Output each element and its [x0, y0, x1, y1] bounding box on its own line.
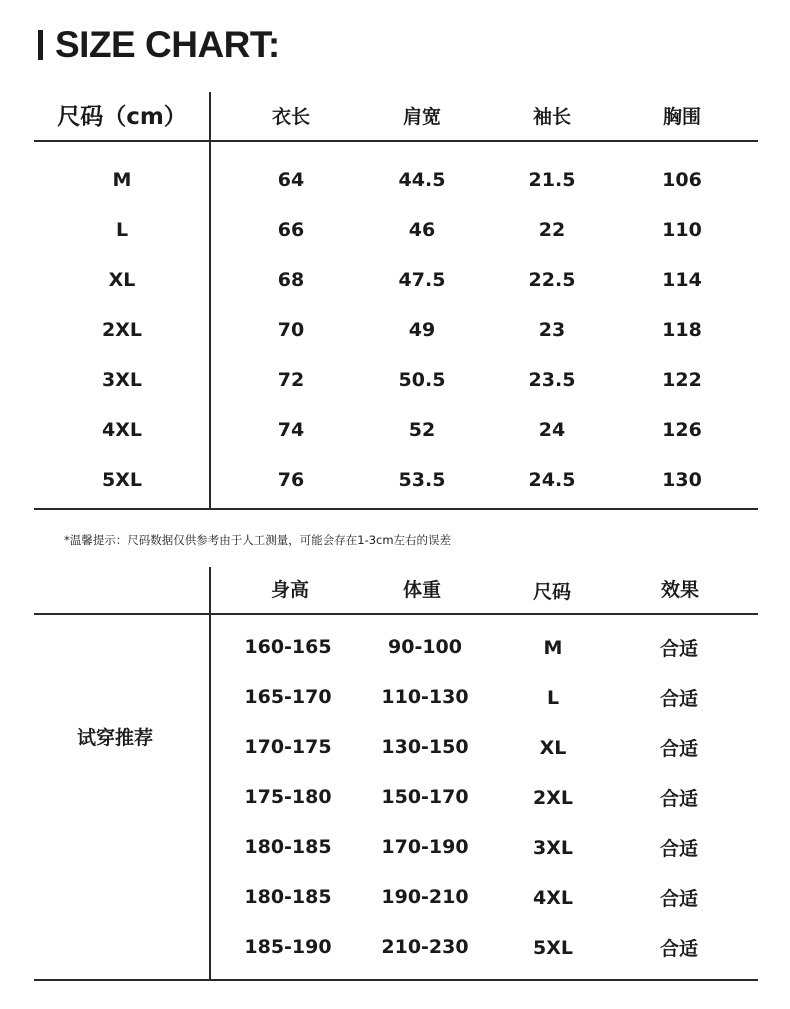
fit-table-header-height: 身高: [270, 579, 309, 601]
effect-cell: 合适: [659, 888, 698, 910]
weight-cell: 190-210: [381, 886, 469, 908]
sleeve-cell: 22: [538, 219, 566, 241]
sleeve-cell: 23: [538, 319, 566, 341]
chest-cell: 106: [662, 169, 702, 191]
size-cell: 3XL: [102, 369, 142, 391]
size-cell: 2XL: [102, 319, 142, 341]
chest-cell: 114: [662, 269, 702, 291]
size-cell: 5XL: [533, 937, 573, 959]
size-table-divider-vertical: [209, 92, 211, 509]
size-cell: XL: [108, 269, 136, 291]
height-cell: 170-175: [244, 736, 332, 758]
size-table-header-size: 尺码（cm）: [57, 104, 187, 130]
shoulder-cell: 47.5: [398, 269, 446, 291]
size-table-header-shoulder: 肩宽: [402, 106, 441, 128]
weight-cell: 210-230: [381, 936, 469, 958]
effect-cell: 合适: [659, 788, 698, 810]
size-cell: 4XL: [102, 419, 142, 441]
shoulder-cell: 49: [408, 319, 436, 341]
length-cell: 70: [277, 319, 305, 341]
weight-cell: 110-130: [381, 686, 469, 708]
chest-cell: 118: [662, 319, 702, 341]
sleeve-cell: 23.5: [528, 369, 576, 391]
shoulder-cell: 52: [408, 419, 436, 441]
height-cell: 160-165: [244, 636, 332, 658]
size-cell: 4XL: [533, 887, 573, 909]
length-cell: 64: [277, 169, 305, 191]
page-title: [38, 22, 280, 68]
size-cell: L: [546, 687, 560, 709]
length-cell: 76: [277, 469, 305, 491]
height-cell: 180-185: [244, 886, 332, 908]
size-table-header-sleeve: 袖长: [532, 106, 571, 128]
effect-cell: 合适: [659, 938, 698, 960]
effect-cell: 合适: [659, 738, 698, 760]
size-table-bottom-rule: [34, 508, 758, 510]
effect-cell: 合适: [659, 638, 698, 660]
title-bar-decoration: [38, 30, 43, 60]
shoulder-cell: 50.5: [398, 369, 446, 391]
height-cell: 175-180: [244, 786, 332, 808]
chest-cell: 122: [662, 369, 702, 391]
chest-cell: 126: [662, 419, 702, 441]
size-cell: M: [543, 637, 563, 659]
size-cell: 2XL: [533, 787, 573, 809]
length-cell: 66: [277, 219, 305, 241]
height-cell: 185-190: [244, 936, 332, 958]
size-cell: XL: [539, 737, 567, 759]
length-cell: 72: [277, 369, 305, 391]
fit-table-header-weight: 体重: [402, 579, 441, 601]
length-cell: 74: [277, 419, 305, 441]
chest-cell: 110: [662, 219, 702, 241]
height-cell: 180-185: [244, 836, 332, 858]
page-title-text: SIZE CHART:: [55, 24, 280, 65]
size-cell: 5XL: [102, 469, 142, 491]
shoulder-cell: 53.5: [398, 469, 446, 491]
fit-table-divider-vertical: [209, 567, 211, 979]
sleeve-cell: 21.5: [528, 169, 576, 191]
effect-cell: 合适: [659, 838, 698, 860]
sleeve-cell: 24: [538, 419, 566, 441]
weight-cell: 130-150: [381, 736, 469, 758]
shoulder-cell: 44.5: [398, 169, 446, 191]
shoulder-cell: 46: [408, 219, 436, 241]
fit-table-header-size: 尺码: [532, 581, 571, 603]
fit-table-header-effect: 效果: [660, 579, 699, 601]
size-table-header-chest: 胸围: [662, 106, 701, 128]
effect-cell: 合适: [659, 688, 698, 710]
fit-table-bottom-rule: [34, 979, 758, 981]
chest-cell: 130: [662, 469, 702, 491]
fit-table-header-rule: [34, 613, 758, 615]
sleeve-cell: 24.5: [528, 469, 576, 491]
measurement-note: *温馨提示：尺码数据仅供参考由于人工测量，可能会存在1-3cm左右的误差: [64, 533, 452, 547]
size-cell: 3XL: [533, 837, 573, 859]
fit-table-side-label: 试穿推荐: [76, 727, 153, 749]
height-cell: 165-170: [244, 686, 332, 708]
size-table-header-length: 衣长: [271, 106, 310, 128]
weight-cell: 90-100: [388, 636, 462, 658]
size-cell: M: [112, 169, 132, 191]
weight-cell: 170-190: [381, 836, 469, 858]
sleeve-cell: 22.5: [528, 269, 576, 291]
weight-cell: 150-170: [381, 786, 469, 808]
size-table-header-rule: [34, 140, 758, 142]
size-cell: L: [115, 219, 129, 241]
length-cell: 68: [277, 269, 305, 291]
